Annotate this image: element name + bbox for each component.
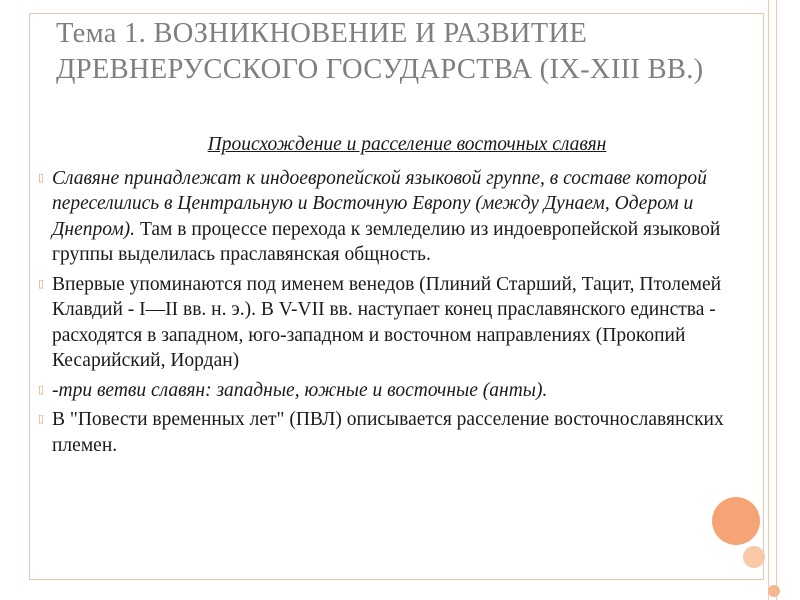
bullet-icon: ▯ (38, 277, 45, 290)
bullet-item-4-text: В "Повести временных лет" (ПВЛ) описывается расселение восточнославянских племен. (52, 409, 724, 456)
bullet-item-3-italic: -три ветви славян: западные, южные и восточные (анты). (52, 379, 548, 401)
decorative-circle-medium (743, 546, 765, 568)
bullet-item-1-italic: Славяне принадлежат к индоевропейской языковой группе, в составе которой переселились в Центральную и Восточную Европу (между Дунаем, Одером и Днепром). (52, 167, 707, 240)
decorative-stripe (764, 0, 782, 600)
bullet-item-2 (38, 272, 754, 374)
slide-content (38, 132, 754, 462)
decorative-circle-small (768, 585, 780, 597)
bullet-item-4 (38, 407, 754, 458)
bullet-item-1 (38, 166, 754, 268)
stripe-line-left (768, 0, 769, 600)
bullet-icon: ▯ (38, 383, 45, 396)
bullet-item-2-text: Впервые упоминаются под именем венедов (Плиний Старший, Тацит, Птолемей Клавдий - I—II вв. н. э.). В V-VII вв. наступает конец праславянского единства - расходятся в западном, юго-западном и восточном направлениях (Прокопий Кесарийский, Иордан) (52, 273, 722, 371)
bullet-icon: ▯ (38, 171, 45, 184)
slide-title: Тема 1. ВОЗНИКНОВЕНИЕ И РАЗВИТИЕ ДРЕВНЕРУССКОГО ГОСУДАРСТВА (IX-XIII ВВ.) (56, 18, 704, 85)
stripe-line-right (776, 0, 777, 600)
bullet-icon: ▯ (38, 413, 45, 425)
bullet-item-3 (38, 378, 754, 404)
bullet-item-1-text: Там в процессе перехода к земледелию из индоевропейской языковой группы выделилась праславянская общность. (52, 218, 721, 265)
decorative-circle-large (712, 497, 760, 545)
slide-subtitle: Происхождение и расселение восточных славян (207, 134, 607, 155)
